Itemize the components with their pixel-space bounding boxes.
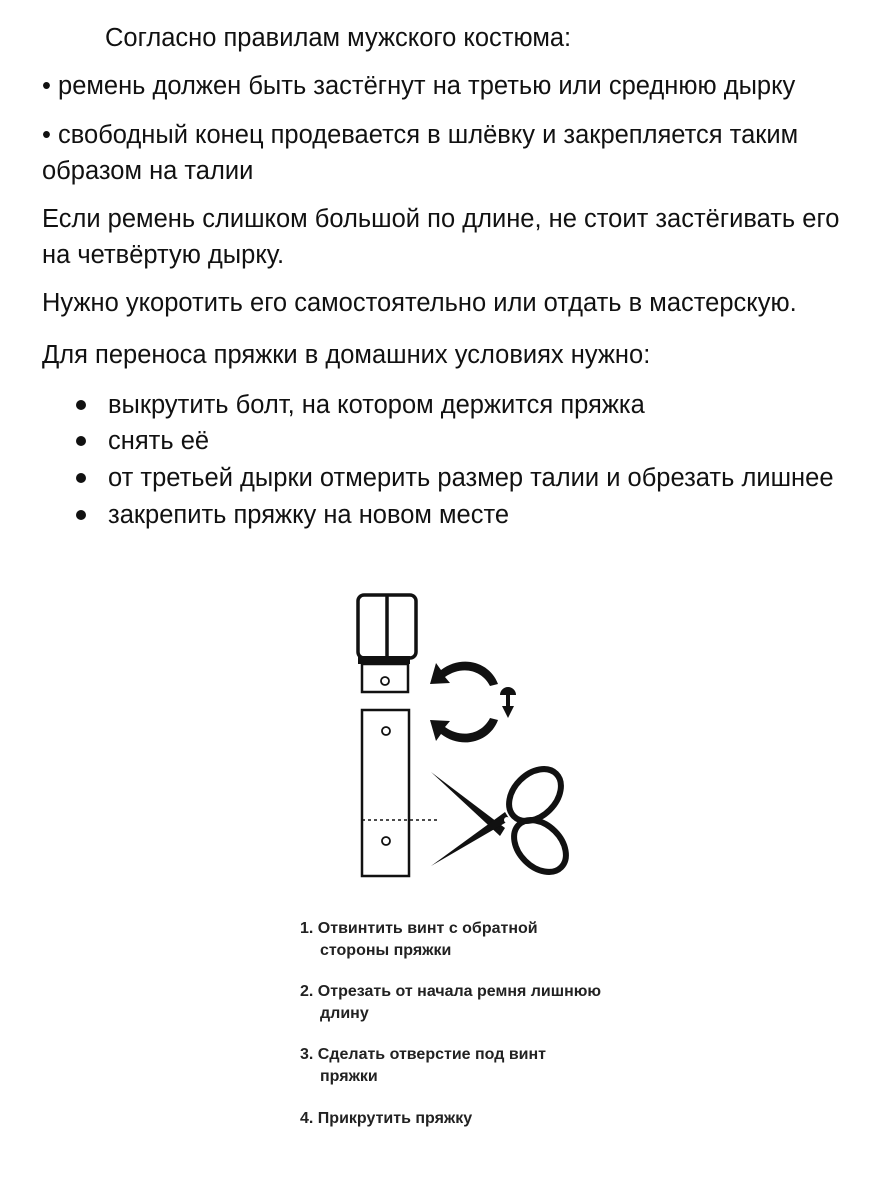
rule-item: • ремень должен быть застёгнут на третью или среднюю дырку	[42, 72, 796, 100]
bullet-icon	[76, 510, 86, 520]
belt-buckle-icon	[358, 595, 416, 692]
howto-item	[108, 423, 888, 459]
step-text: 3. Сделать отверстие под винт	[300, 1046, 546, 1063]
howto-item-text: снять её	[108, 427, 210, 455]
step-text-cont: пряжки	[320, 1068, 378, 1085]
step-text-cont: длину	[320, 1005, 369, 1022]
scissors-icon	[431, 759, 576, 882]
advice-text: Нужно укоротить его самостоятельно или отдать в мастерскую.	[42, 289, 797, 317]
step-item	[300, 1044, 660, 1088]
bullet-icon	[76, 436, 86, 446]
howto-item	[108, 387, 888, 423]
howto-heading: Для переноса пряжки в домашних условиях нужно:	[42, 341, 651, 369]
howto-item-text: от третьей дырки отмерить размер талии и обрезать лишнее	[108, 464, 834, 492]
belt-illustration	[340, 580, 590, 890]
howto-item-text: выкрутить болт, на котором держится пряжка	[108, 391, 645, 419]
howto-item-text: закрепить пряжку на новом месте	[108, 501, 510, 529]
step-text: 4. Прикрутить пряжку	[300, 1110, 473, 1127]
screw-icon	[500, 687, 516, 718]
rule-item: • свободный конец продевается в шлёвку и закрепляется таким образом на талии	[42, 121, 799, 185]
intro-text: Согласно правилам мужского костюма:	[105, 24, 572, 52]
warning-text: Если ремень слишком большой по длине, не стоит застёгивать его на четвёртую дырку.	[42, 205, 840, 269]
step-text-cont: стороны пряжки	[320, 942, 452, 959]
step-text: 1. Отвинтить винт с обратной	[300, 920, 538, 937]
bullet-icon	[76, 400, 86, 410]
belt-strap	[362, 710, 438, 876]
step-item	[300, 918, 660, 962]
rotate-arrow-icon	[430, 662, 498, 743]
howto-item	[108, 497, 888, 533]
step-item	[300, 981, 660, 1025]
howto-item	[108, 460, 888, 496]
step-item	[300, 1108, 660, 1130]
bullet-icon	[76, 473, 86, 483]
step-text: 2. Отрезать от начала ремня лишнюю	[300, 983, 602, 1000]
